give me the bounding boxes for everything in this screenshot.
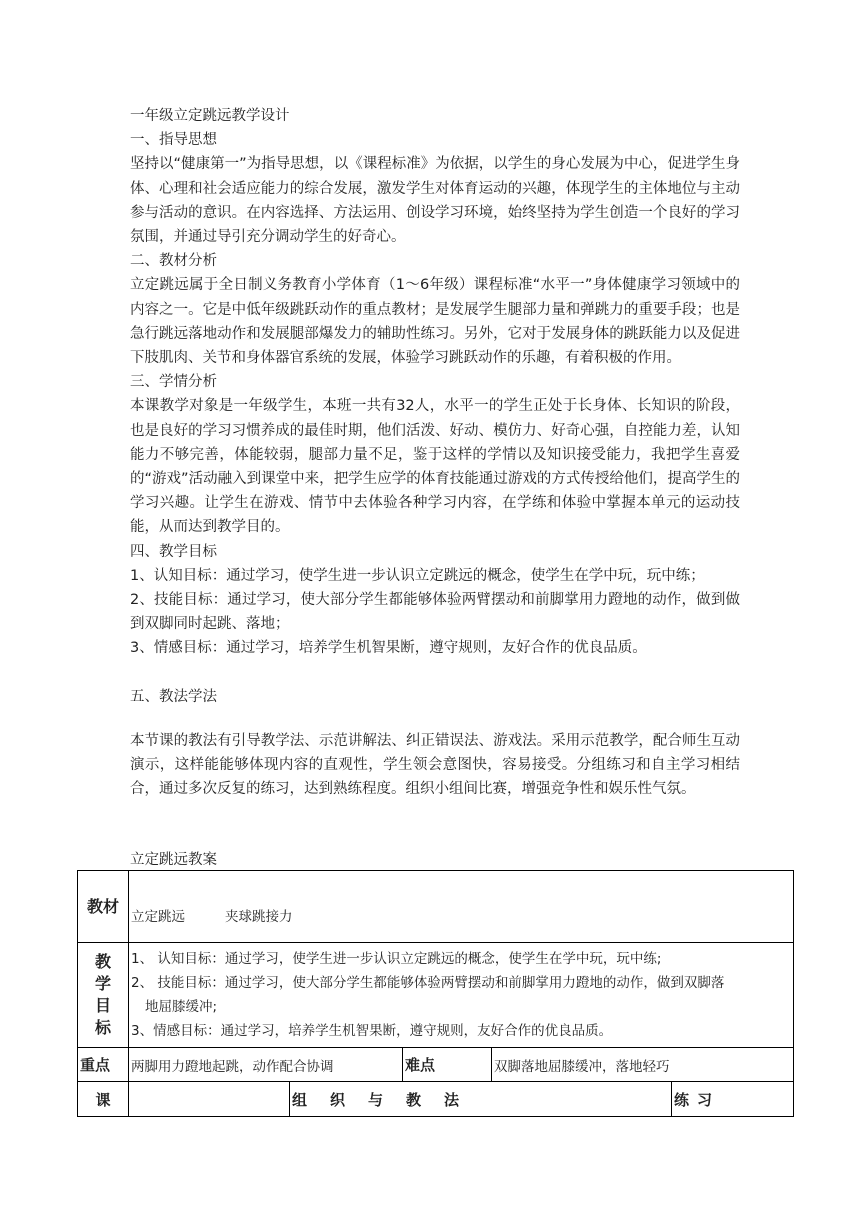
goal-item: 3、情感目标：通过学习，培养学生机智果断，遵守规则，友好合作的优良品质。 (131, 1023, 613, 1039)
objective-item: 2、技能目标：通过学习，使大部分学生都能够体验两臂摆动和前脚掌用力蹬地的动作，做到做到双脚同时起跳、落地； (130, 592, 740, 633)
goals-label: 教学目标 (95, 952, 112, 1037)
table-row (78, 1048, 794, 1082)
section-heading: 四、教学目标 (130, 543, 217, 560)
difficulty-text-cell: 双脚落地屈膝缓冲，落地轻巧 (492, 1048, 794, 1082)
lesson-plan-table (77, 870, 794, 1117)
course-label-cell: 课 (78, 1082, 129, 1117)
lesson-plan-title: 立定跳远教案 (130, 852, 217, 868)
material-label: 教材 (87, 896, 120, 916)
spacer (130, 661, 740, 685)
objective-item: 3、情感目标：通过学习，培养学生机智果断，遵守规则，友好合作的优良品质。 (130, 640, 647, 657)
material-item: 夹球跳接力 (225, 908, 293, 925)
difficulty-label-cell: 难点 (403, 1048, 492, 1082)
key-label-cell: 重点 (78, 1048, 129, 1082)
spacer (130, 709, 740, 729)
key-text-cell: 两脚用力蹬地起跳，动作配合协调 (129, 1048, 403, 1082)
practice-header: 练习 (672, 1082, 794, 1117)
empty-cell (129, 1082, 290, 1117)
table-row (78, 943, 794, 1048)
document-body (130, 104, 740, 801)
section-heading: 二、教材分析 (130, 253, 217, 270)
material-cell (129, 871, 794, 943)
table-row (78, 1082, 794, 1117)
section-paragraph: 本节课的教法有引导教学法、示范讲解法、纠正错误法、游戏法。采用示范教学，配合师生互动演示，这样能能够体现内容的直观性，学生领会意图快，容易接受。分组练习和自主学习相结合，通过多次反复的练习，达到熟练程度。组织小组间比赛，增强竞争性和娱乐性气氛。 (130, 732, 740, 798)
material-item: 立定跳远 (131, 908, 185, 925)
material-label-cell (78, 871, 129, 943)
goals-label-cell (78, 943, 129, 1048)
goal-item: 2、 技能目标：通过学习，使大部分学生都能够体验两臂摆动和前脚掌用力蹬地的动作，做到双脚落 (131, 975, 725, 991)
section-heading: 五、教法学法 (130, 688, 217, 705)
org-method-header: 组织与教法 (290, 1082, 672, 1117)
section-paragraph: 坚持以“健康第一”为指导思想，以《课程标准》为依据，以学生的身心发展为中心，促进学生身体、心理和社会适应能力的综合发展，激发学生对体育运动的兴趣，体现学生的主体地位与主动参与活动的意识。在内容选择、方法运用、创设学习环境，始终坚持为学生创造一个良好的学习氛围，并通过导引充分调动学生的好奇心。 (130, 156, 740, 246)
section-heading: 一、指导思想 (130, 132, 217, 149)
goal-item: 地屈膝缓冲; (145, 999, 218, 1015)
document-title: 一年级立定跳远教学设计 (130, 108, 290, 124)
section-paragraph: 本课教学对象是一年级学生，本班一共有32人，水平一的学生正处于长身体、长知识的阶段，也是良好的学习习惯养成的最佳时期，他们活泼、好动、模仿力、好奇心强，自控能力差，认知能力不够完善，体能较弱，腿部力量不足，鉴于这样的学情以及知识接受能力，我把学生喜爱的“游戏”活动融入到课堂中来，把学生应学的体育技能通过游戏的方式传授给他们，提高学生的学习兴趣。让学生在游戏、情节中去体验各种学习内容，在学练和体验中掌握本单元的运动技能，从而达到教学目的。 (130, 398, 740, 536)
table-row (78, 871, 794, 943)
goals-cell (129, 943, 794, 1048)
goal-item: 1、 认知目标：通过学习，使学生进一步认识立定跳远的概念，使学生在学中玩，玩中练; (131, 951, 662, 967)
section-paragraph: 立定跳远属于全日制义务教育小学体育（1～6年级）课程标准“水平一”身体健康学习领域中的内容之一。它是中低年级跳跃动作的重点教材；是发展学生腿部力量和弹跳力的重要手段；也是急行跳远落地动作和发展腿部爆发力的辅助性练习。另外，它对于发展身体的跳跃能力以及促进下肢肌肉、关节和身体器官系统的发展，体验学习跳跃动作的乐趣，有着积极的作用。 (130, 277, 740, 367)
objective-item: 1、认知目标：通过学习，使学生进一步认识立定跳远的概念，使学生在学中玩，玩中练； (130, 567, 705, 584)
section-heading: 三、学情分析 (130, 374, 217, 391)
